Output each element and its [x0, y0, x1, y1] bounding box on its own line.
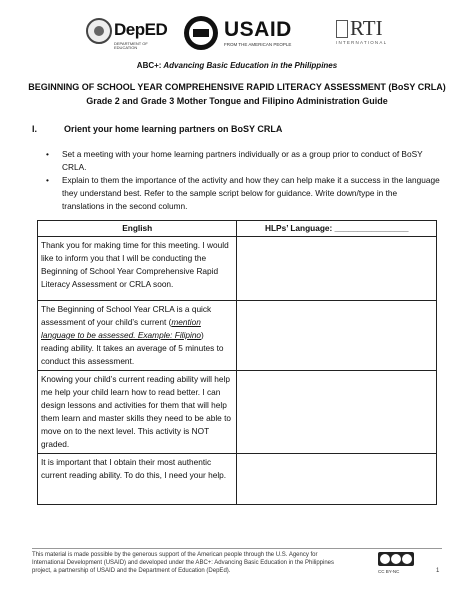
usaid-seal-icon — [184, 16, 218, 50]
instruction-item: • Set a meeting with your home learning partners individually or as a group prior to conduct of BoSY CRLA. — [46, 148, 440, 174]
license-label: CC BY-NC — [378, 569, 400, 574]
translation-cell[interactable] — [237, 371, 437, 454]
section-number: I. — [32, 124, 38, 134]
translation-cell[interactable] — [237, 454, 437, 505]
program-name — [0, 61, 474, 70]
program-name-bold: ABC+: — [136, 61, 162, 70]
deped-logo-subtext: DEPARTMENT OF EDUCATION — [114, 41, 148, 50]
document-subtitle: Grade 2 and Grade 3 Mother Tongue and Filipino Administration Guide — [86, 96, 388, 106]
rti-logo-text: RTI — [350, 16, 383, 40]
footer-text: This material is made possible by the generous support of the American people through the U.S. Agency for International Development (USAID) and developed under the ABC+: Advancing Basic Education in the Philippines project, a partnership of USAID and the Department of Education (DepEd). — [32, 552, 335, 574]
table-row — [38, 454, 437, 505]
usaid-logo-text: USAID — [224, 18, 292, 41]
deped-seal-icon — [86, 18, 112, 44]
translation-cell[interactable] — [237, 301, 437, 371]
deped-logo-text: DepED — [114, 20, 168, 39]
english-text: ) reading ability. It takes an average of 5 minutes to conduct this assessment. — [41, 330, 224, 366]
english-cell: It is important that I obtain their most authentic current reading ability. To do this, I need your help. — [38, 454, 237, 505]
section-heading — [32, 124, 282, 134]
english-cell: Knowing your child’s current reading ability will help me help your child learn how to read better. I can design lessons and activities for them that will help them learn and master skills they need to be able to move on to the next level. This activity is NOT graded. — [38, 371, 237, 454]
instruction-list — [46, 148, 440, 213]
language-placeholder-note: mention language to be assessed. Example: Filipino — [41, 317, 202, 340]
table-row — [38, 301, 437, 371]
instruction-item: • Explain to them the importance of the activity and how they can help make it a success in the language they understand best. Refer to the sample script below for guidance. Write down/type in the translations in the second column. — [46, 174, 440, 213]
translation-cell[interactable] — [237, 237, 437, 301]
english-cell — [38, 301, 237, 371]
rti-logo — [336, 18, 396, 48]
usaid-logo-subtext: FROM THE AMERICAN PEOPLE — [224, 42, 292, 47]
cc-license-icon — [378, 552, 414, 566]
table-header-row — [38, 221, 437, 237]
program-name-rest: Advancing Basic Education in the Philippines — [161, 61, 338, 70]
rti-logo-subtext: INTERNATIONAL — [336, 40, 388, 45]
table-row — [38, 237, 437, 301]
rti-mark-icon — [336, 20, 348, 38]
english-text: The Beginning of School Year CRLA is a quick assessment of your child’s current ( — [41, 304, 212, 327]
usaid-logo — [184, 16, 304, 52]
footer-divider — [32, 548, 442, 549]
column-header-english: English — [38, 221, 237, 237]
script-table — [37, 220, 437, 505]
page-number: 1 — [436, 568, 440, 574]
table-row — [38, 371, 437, 454]
english-cell: Thank you for making time for this meeting. I would like to inform you that I will be conducting the Beginning of School Year Comprehensive Rapid Literacy Assessment or CRLA soon. — [38, 237, 237, 301]
section-title: Orient your home learning partners on BoSY CRLA — [64, 124, 283, 134]
column-header-hlp-language: HLPs’ Language: ________________ — [237, 221, 437, 237]
document-title: BEGINNING OF SCHOOL YEAR COMPREHENSIVE RAPID LITERACY ASSESSMENT (BoSY CRLA) — [28, 82, 446, 92]
deped-logo — [86, 18, 168, 52]
